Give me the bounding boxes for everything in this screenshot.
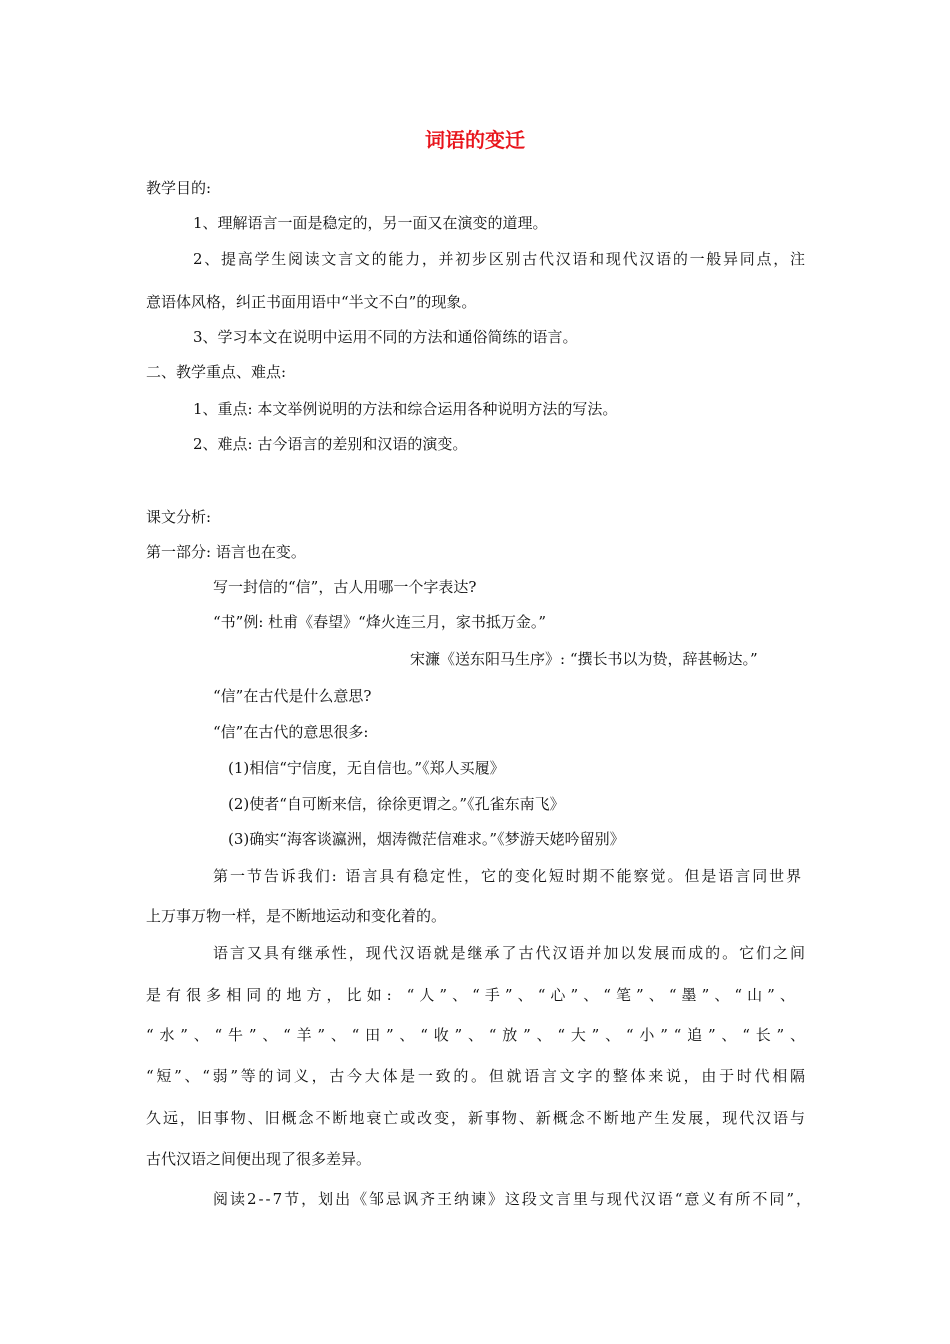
paragraph-line: 3、学习本文在说明中运用不同的方法和通俗简练的语言。: [193, 328, 578, 346]
paragraph-line: 1、理解语言一面是稳定的，另一面又在演变的道理。: [193, 214, 548, 232]
paragraph-line: “水”、“牛”、“羊”、“田”、“收”、“放”、“大”、“小”“追”、“长”、: [146, 1026, 811, 1044]
paragraph-line: 意语体风格，纠正书面用语中“半文不白”的现象。: [146, 293, 477, 311]
paragraph-line: 是有很多相同的地方，比如: “人”、“手”、“心”、“笔”、“墨”、“山”、: [146, 986, 800, 1004]
paragraph-line: “书”例: 杜甫《春望》“烽火连三月，家书抵万金。”: [213, 613, 546, 631]
list-item: (1)相信“宁信度，无自信也。”《郑人买履》: [228, 759, 505, 777]
paragraph-line: “短”、“弱”等的词义，古今大体是一致的。但就语言文字的整体来说，由于时代相隔: [146, 1067, 808, 1085]
paragraph-line: 久远，旧事物、旧概念不断地衰亡或改变，新事物、新概念不断地产生发展，现代汉语与: [146, 1109, 807, 1127]
list-item: (2)使者“自可断来信，徐徐更谓之。”《孔雀东南飞》: [228, 795, 565, 813]
section-heading-key-points: 二、教学重点、难点:: [146, 363, 287, 381]
list-item: (3)确实“海客谈瀛洲，烟涛微茫信难求。”《梦游天姥吟留别》: [228, 830, 625, 848]
paragraph-line: 古代汉语之间便出现了很多差异。: [146, 1150, 372, 1168]
paragraph-line: 2、难点: 古今语言的差别和汉语的演变。: [193, 435, 468, 453]
paragraph-line: 1、重点: 本文举例说明的方法和综合运用各种说明方法的写法。: [193, 400, 618, 418]
document-title: 词语的变迁: [425, 128, 525, 152]
paragraph-line: “信”在古代的意思很多:: [213, 723, 369, 741]
section-heading-analysis: 课文分析:: [146, 508, 212, 526]
paragraph-line: 写一封信的“信”，古人用哪一个字表达?: [213, 578, 477, 596]
paragraph-line: 上万事万物一样，是不断地运动和变化着的。: [146, 907, 447, 925]
paragraph-line: 阅读2--7节，划出《邹忌讽齐王纳谏》这段文言里与现代汉语“意义有所不同”，: [213, 1190, 813, 1208]
part-heading: 第一部分: 语言也在变。: [146, 543, 306, 561]
paragraph-line: “信”在古代是什么意思?: [213, 687, 372, 705]
paragraph-line: 宋濂《送东阳马生序》: “撰长书以为贽，辞甚畅达。”: [410, 650, 758, 668]
paragraph-line: 第一节告诉我们: 语言具有稳定性，它的变化短时期不能察觉。但是语言同世界: [213, 867, 804, 885]
paragraph-line: 语言又具有继承性，现代汉语就是继承了古代汉语并加以发展而成的。它们之间: [213, 944, 807, 962]
section-heading-objectives: 教学目的:: [146, 179, 212, 197]
paragraph-line: 2、提高学生阅读文言文的能力，并初步区别古代汉语和现代汉语的一般异同点，注: [193, 250, 807, 268]
